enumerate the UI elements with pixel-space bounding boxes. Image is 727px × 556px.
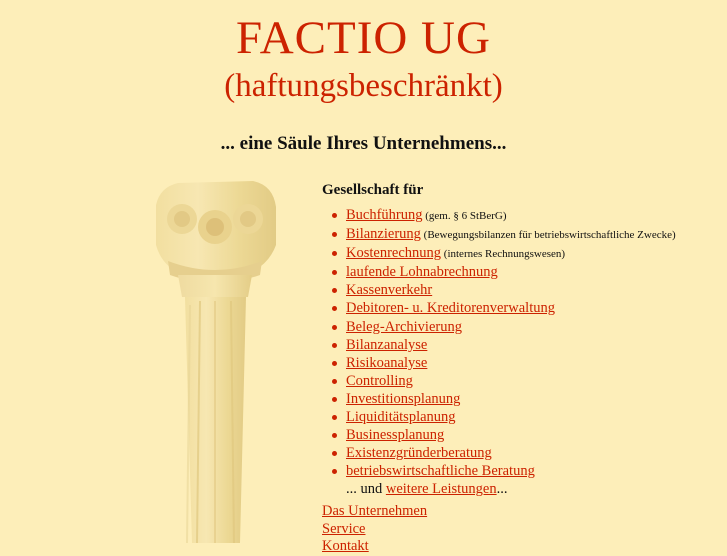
service-note: (gem. § 6 StBerG) <box>422 210 507 222</box>
service-link[interactable]: Bilanzierung <box>346 226 421 243</box>
list-item <box>346 264 717 282</box>
services-list <box>322 207 717 499</box>
list-item <box>346 409 717 427</box>
page-header <box>0 0 727 155</box>
more-services-item <box>346 481 717 499</box>
service-link[interactable]: laufende Lohnabrechnung <box>346 264 498 281</box>
service-link[interactable]: Controlling <box>346 372 413 389</box>
service-link[interactable]: Investitionsplanung <box>346 390 461 407</box>
service-link[interactable]: Beleg-Archivierung <box>346 318 462 335</box>
company-name: FACTIO UG <box>236 12 491 64</box>
company-legal-form: (haftungsbeschränkt) <box>224 68 503 105</box>
service-note: (Bewegungsbilanzen für betriebswirtschaftliche Zwecke) <box>420 229 676 242</box>
list-item <box>346 245 717 264</box>
footer-link[interactable]: Service <box>322 520 366 537</box>
service-link[interactable]: Debitoren- u. Kreditorenverwaltung <box>346 300 555 317</box>
service-link[interactable]: Liquiditätsplanung <box>346 409 456 426</box>
section-label: Gesellschaft für <box>322 182 424 198</box>
list-item <box>346 355 717 373</box>
list-item <box>346 463 717 481</box>
list-item <box>346 373 717 391</box>
more-services-suffix: ... <box>496 481 508 498</box>
service-link[interactable]: Kostenrechnung <box>346 245 442 262</box>
list-item <box>346 391 717 409</box>
list-item <box>346 226 717 245</box>
list-item <box>346 319 717 337</box>
list-item <box>346 282 717 300</box>
services-section <box>322 182 717 500</box>
service-link[interactable]: Bilanzanalyse <box>346 336 428 353</box>
more-services-link[interactable]: weitere Leistungen <box>385 481 497 498</box>
list-item <box>346 427 717 445</box>
service-link[interactable]: betriebswirtschaftliche Beratung <box>346 463 535 480</box>
list-item <box>346 207 717 226</box>
list-item <box>346 337 717 355</box>
service-note: (internes Rechnungswesen) <box>441 248 566 261</box>
footer-link[interactable]: Das Unternehmen <box>322 503 428 519</box>
list-item <box>346 445 717 463</box>
service-link[interactable]: Existenzgründerberatung <box>346 445 492 462</box>
service-link[interactable]: Buchführung <box>346 207 423 223</box>
tagline: ... eine Säule Ihres Unternehmens... <box>220 132 507 154</box>
column-illustration <box>148 175 283 545</box>
service-link[interactable]: Businessplanung <box>346 427 445 444</box>
more-services-prefix: ... und <box>346 481 386 498</box>
footer-navigation <box>322 503 702 556</box>
list-item <box>346 300 717 318</box>
service-link[interactable]: Risikoanalyse <box>346 354 428 371</box>
footer-link[interactable]: Kontakt <box>322 538 369 554</box>
service-link[interactable]: Kassenverkehr <box>346 282 433 299</box>
